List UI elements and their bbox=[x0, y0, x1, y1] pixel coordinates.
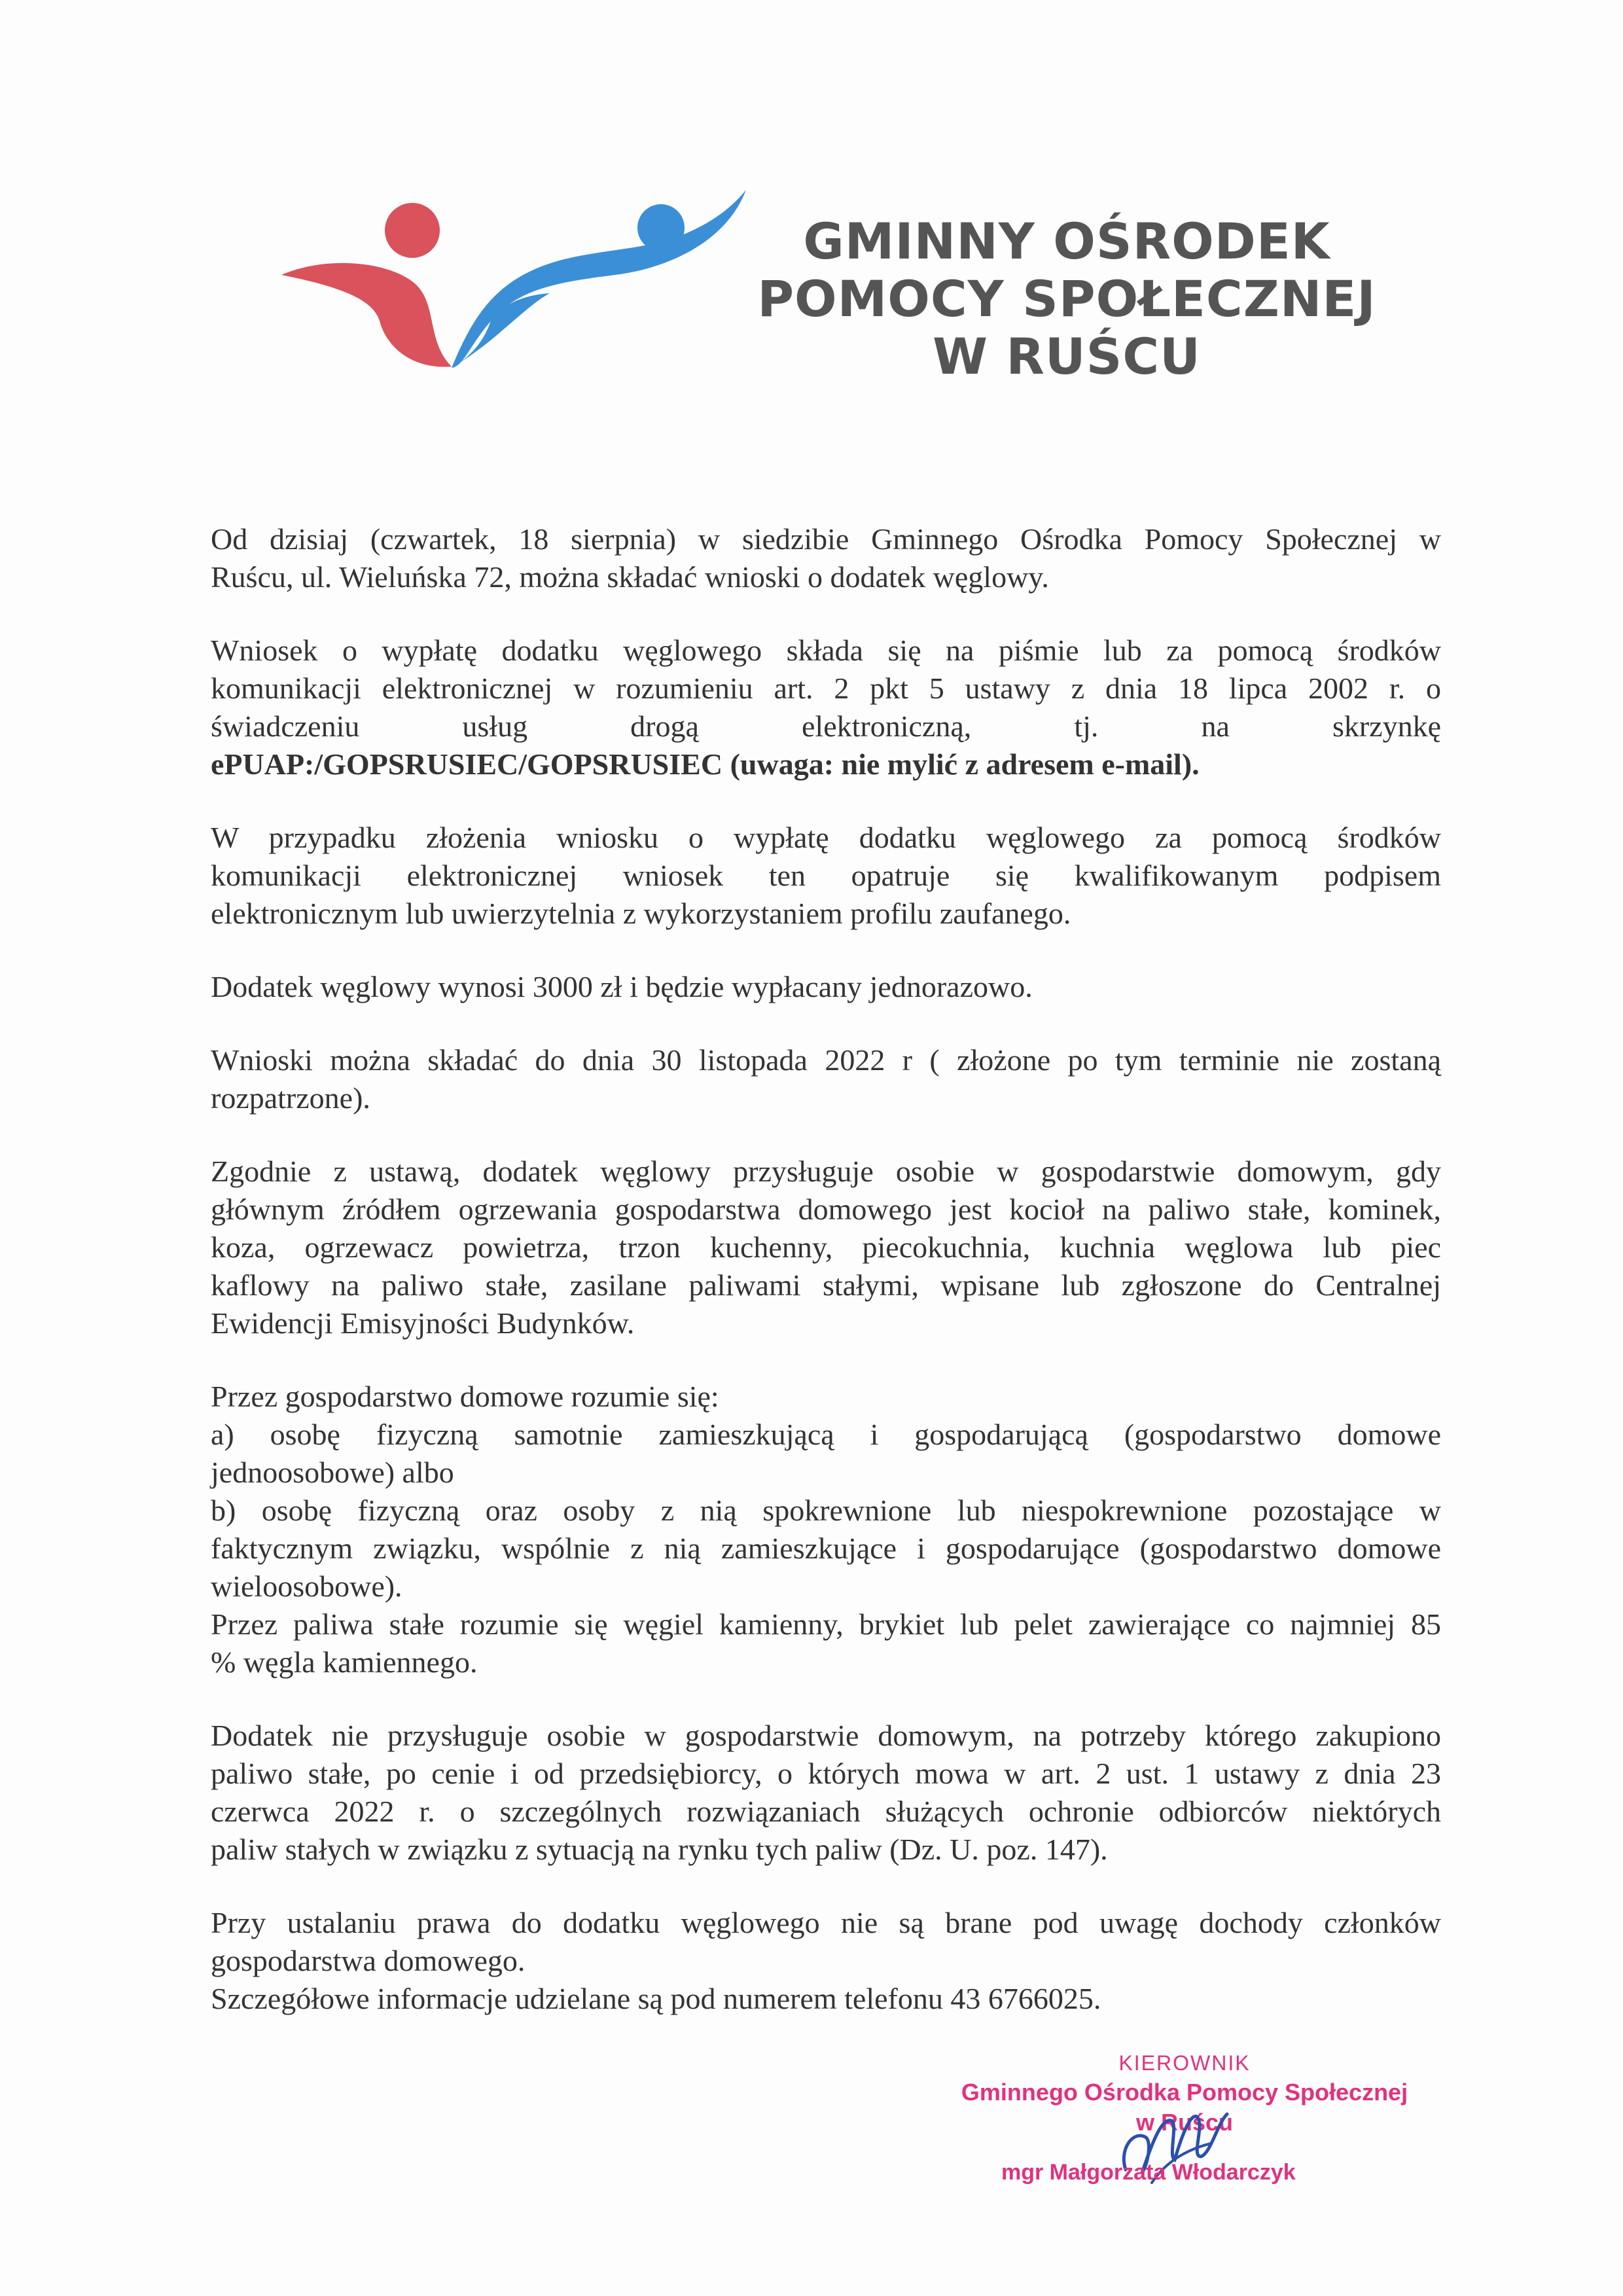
list-item-b: b) osobę fizyczną oraz osoby z nią spokrewnione lub niespokrewnione pozostające w bbox=[211, 1494, 1441, 1527]
text-line: Dodatek węglowy wynosi 3000 zł i będzie wypłacany jednorazowo. bbox=[211, 970, 1033, 1003]
paragraph-1 bbox=[211, 520, 1441, 596]
paragraph-7 bbox=[211, 1378, 1441, 1681]
gops-logo-icon bbox=[275, 190, 746, 386]
stamp-city: w Ruścu bbox=[1135, 2109, 1234, 2136]
text-line: W przypadku złożenia wniosku o wypłatę dodatku węglowego za pomocą środków bbox=[211, 821, 1441, 854]
text-line: Przez paliwa stałe rozumie się węgiel kamienny, brykiet lub pelet zawierające co najmniej 85 bbox=[211, 1607, 1441, 1641]
paragraph-4 bbox=[211, 968, 1441, 1006]
paragraph-5 bbox=[211, 1041, 1441, 1117]
paragraph-8 bbox=[211, 1717, 1441, 1869]
org-name-line-3: W RUŚCU bbox=[933, 327, 1201, 386]
org-name-line-2: POMOCY SPOŁECZNEJ bbox=[757, 270, 1376, 328]
text-line: czerwca 2022 r. o szczególnych rozwiązaniach służących ochronie odbiorców niektórych bbox=[211, 1795, 1441, 1828]
text-line: Wniosek o wypłatę dodatku węglowego składa się na piśmie lub za pomocą środków bbox=[211, 634, 1441, 667]
stamp-title: KIEROWNIK bbox=[1118, 2051, 1251, 2075]
text-line: wieloosobowe). bbox=[211, 1570, 402, 1603]
text-line: komunikacji elektronicznej wniosek ten opatruje się kwalifikowanym podpisem bbox=[211, 859, 1441, 892]
logo-red-body bbox=[281, 263, 452, 367]
text-line: Wnioski można składać do dnia 30 listopada 2022 r ( złożone po tym terminie nie zostaną bbox=[211, 1043, 1441, 1077]
list-item-a: a) osobę fizyczną samotnie zamieszkującą i gospodarującą (gospodarstwo domowe bbox=[211, 1418, 1441, 1451]
text-line: faktycznym związku, wspólnie z nią zamieszkujące i gospodarujące (gospodarstwo domowe bbox=[211, 1532, 1441, 1565]
text-line: Przez gospodarstwo domowe rozumie się: bbox=[211, 1380, 719, 1413]
text-line: Dodatek nie przysługuje osobie w gospodarstwie domowym, na potrzeby którego zakupiono bbox=[211, 1719, 1441, 1752]
text-line: Zgodnie z ustawą, dodatek węglowy przysługuje osobie w gospodarstwie domowym, gdy bbox=[211, 1155, 1441, 1188]
text-line: kaflowy na paliwo stałe, zasilane paliwami stałymi, wpisane lub zgłoszone do Centralnej bbox=[211, 1268, 1441, 1302]
text-line: koza, ogrzewacz powietrza, trzon kuchenny, piecokuchnia, kuchnia węglowa lub piec bbox=[211, 1230, 1441, 1264]
text-line: głównym źródłem ogrzewania gospodarstwa domowego jest kocioł na paliwo stałe, kominek, bbox=[211, 1193, 1441, 1226]
org-name bbox=[740, 213, 1394, 386]
text-line: Przy ustalaniu prawa do dodatku węglowego nie są brane pod uwagę dochody członków bbox=[211, 1906, 1441, 1939]
signatory-name: mgr Małgorzata Włodarczyk bbox=[1001, 2160, 1296, 2185]
announcement-body bbox=[211, 520, 1441, 2053]
text-line: gospodarstwa domowego. bbox=[211, 1944, 526, 1977]
org-name-line-1: GMINNY OŚRODEK bbox=[803, 212, 1330, 270]
text-line: komunikacji elektronicznej w rozumieniu art. 2 pkt 5 ustawy z dnia 18 lipca 2002 r. o bbox=[211, 672, 1441, 705]
text-line: elektronicznym lub uwierzytelnia z wykorzystaniem profilu zaufanego. bbox=[211, 897, 1071, 930]
stamp-org: Gminnego Ośrodka Pomocy Społecznej bbox=[961, 2079, 1408, 2106]
text-line: świadczeniu usług drogą elektroniczną, tj. na skrzynkę bbox=[211, 709, 1441, 743]
text-line: paliwo stałe, po cenie i od przedsiębiorcy, o których mowa w art. 2 ust. 1 ustawy z dnia 23 bbox=[211, 1757, 1441, 1790]
text-line: Od dzisiaj (czwartek, 18 sierpnia) w siedzibie Gminnego Ośrodka Pomocy Społecznej w bbox=[211, 522, 1441, 556]
paragraph-6 bbox=[211, 1153, 1441, 1342]
text-line: Ruścu, ul. Wieluńska 72, można składać wnioski o dodatek węglowy. bbox=[211, 560, 1049, 594]
text-line: rozpatrzone). bbox=[211, 1081, 370, 1115]
text-line: paliw stałych w związku z sytuacją na rynku tych paliw (Dz. U. poz. 147). bbox=[211, 1833, 1108, 1866]
paragraph-3 bbox=[211, 819, 1441, 933]
phone-info: Szczegółowe informacje udzielane są pod numerem telefonu 43 6766025. bbox=[211, 1982, 1101, 2015]
paragraph-2 bbox=[211, 632, 1441, 783]
logo-blue-body bbox=[452, 190, 746, 368]
logo-red-head bbox=[385, 203, 440, 258]
text-line: Ewidencji Emisyjności Budynków. bbox=[211, 1306, 635, 1340]
epuap-address: ePUAP:/GOPSRUSIEC/GOPSRUSIEC (uwaga: nie mylić z adresem e-mail). bbox=[211, 747, 1200, 781]
paragraph-9 bbox=[211, 1904, 1441, 2018]
text-line: % węgla kamiennego. bbox=[211, 1645, 478, 1679]
text-line: jednoosobowe) albo bbox=[211, 1456, 454, 1489]
